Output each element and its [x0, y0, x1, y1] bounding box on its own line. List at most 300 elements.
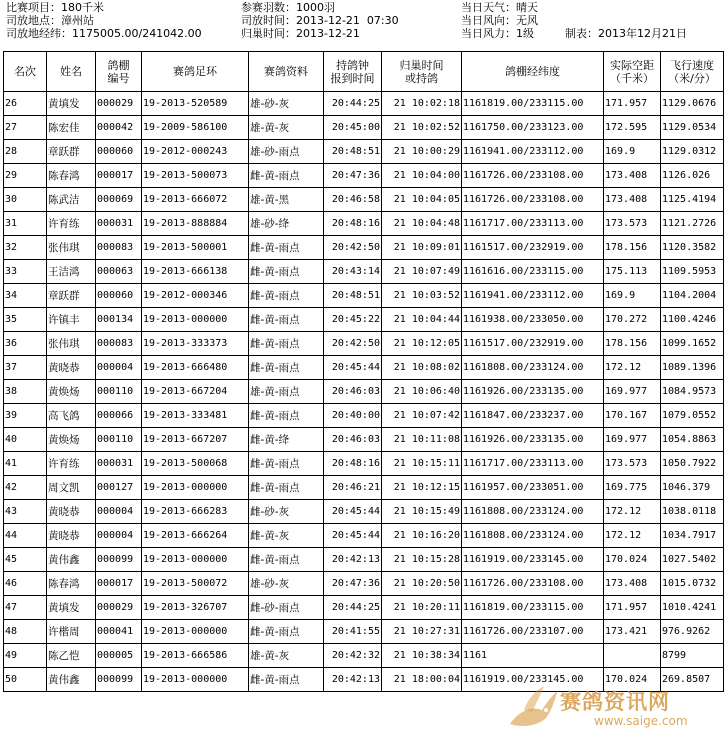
coords-cell: 1161616.00/233115.00 — [462, 260, 604, 284]
clock-time-cell: 20:45:44 — [324, 356, 382, 380]
loft-id-cell: 000004 — [96, 356, 142, 380]
race-header — [0, 0, 726, 44]
table-row — [4, 548, 724, 572]
speed-cell: 1079.0552 — [661, 404, 724, 428]
rank-cell: 48 — [4, 620, 47, 644]
name-cell: 章跃群 — [47, 284, 96, 308]
loft-id-cell: 000031 — [96, 452, 142, 476]
speed-cell: 1054.8863 — [661, 428, 724, 452]
arrival-time-cell: 21 10:12:05 — [382, 332, 462, 356]
rank-cell: 39 — [4, 404, 47, 428]
rank-cell: 30 — [4, 188, 47, 212]
arrival-time-cell: 21 10:04:00 — [382, 164, 462, 188]
wind-direction-line: 当日风向：无风 — [461, 14, 538, 27]
rank-cell: 45 — [4, 548, 47, 572]
info-cell: 雌-黄-雨点 — [249, 164, 324, 188]
loft-id-cell: 000060 — [96, 140, 142, 164]
info-cell: 雌-砂-灰 — [249, 500, 324, 524]
loft-id-cell: 000005 — [96, 644, 142, 668]
name-cell: 黄填发 — [47, 596, 96, 620]
speed-cell: 1129.0534 — [661, 116, 724, 140]
info-cell: 雌-砂-雨点 — [249, 596, 324, 620]
speed-cell: 1089.1396 — [661, 356, 724, 380]
speed-cell: 976.9262 — [661, 620, 724, 644]
clock-time-cell: 20:46:58 — [324, 188, 382, 212]
speed-cell: 1084.9573 — [661, 380, 724, 404]
ring-cell: 19-2013-326707 — [142, 596, 249, 620]
distance-cell: 169.9 — [604, 284, 661, 308]
speed-cell: 1034.7917 — [661, 524, 724, 548]
table-row — [4, 308, 724, 332]
table-row — [4, 524, 724, 548]
loft-id-cell: 000029 — [96, 596, 142, 620]
table-row — [4, 260, 724, 284]
name-cell: 章跃群 — [47, 140, 96, 164]
clock-time-cell: 20:42:13 — [324, 548, 382, 572]
loft-id-cell: 000066 — [96, 404, 142, 428]
column-header: 鸽棚 编号 — [96, 52, 142, 92]
name-cell: 许镇丰 — [47, 308, 96, 332]
clock-time-cell: 20:42:13 — [324, 668, 382, 692]
speed-cell: 1050.7922 — [661, 452, 724, 476]
arrival-time-cell: 21 10:03:52 — [382, 284, 462, 308]
coords-cell: 1161808.00/233124.00 — [462, 500, 604, 524]
clock-time-cell: 20:41:55 — [324, 620, 382, 644]
loft-id-cell: 000031 — [96, 212, 142, 236]
arrival-time-cell: 21 10:07:42 — [382, 404, 462, 428]
ring-cell: 19-2013-333373 — [142, 332, 249, 356]
arrival-time-cell: 21 10:02:18 — [382, 92, 462, 116]
table-row — [4, 164, 724, 188]
loft-id-cell: 000099 — [96, 548, 142, 572]
name-cell: 黄填发 — [47, 92, 96, 116]
loft-id-cell: 000060 — [96, 284, 142, 308]
info-cell: 雌-黄-雨点 — [249, 668, 324, 692]
clock-time-cell: 20:45:00 — [324, 116, 382, 140]
info-cell: 雄-黄-雨点 — [249, 380, 324, 404]
coords-cell: 1161717.00/233113.00 — [462, 452, 604, 476]
name-cell: 许育练 — [47, 452, 96, 476]
speed-cell: 8799 — [661, 644, 724, 668]
clock-time-cell: 20:40:00 — [324, 404, 382, 428]
distance-cell: 170.024 — [604, 668, 661, 692]
clock-time-cell: 20:48:51 — [324, 284, 382, 308]
arrival-time-cell: 21 10:09:01 — [382, 236, 462, 260]
ring-cell: 19-2013-666138 — [142, 260, 249, 284]
rank-cell: 40 — [4, 428, 47, 452]
ring-cell: 19-2012-000243 — [142, 140, 249, 164]
results-table — [3, 51, 724, 692]
rank-cell: 35 — [4, 308, 47, 332]
distance-cell: 170.272 — [604, 308, 661, 332]
clock-time-cell: 20:42:50 — [324, 236, 382, 260]
distance-cell: 178.156 — [604, 236, 661, 260]
info-cell: 雌-黄-雨点 — [249, 476, 324, 500]
speed-cell: 1120.3582 — [661, 236, 724, 260]
rank-cell: 32 — [4, 236, 47, 260]
loft-id-cell: 000063 — [96, 260, 142, 284]
loft-id-cell: 000083 — [96, 332, 142, 356]
column-header: 赛鸽足环 — [142, 52, 249, 92]
arrival-time-cell: 21 10:15:28 — [382, 548, 462, 572]
speed-cell: 1129.0312 — [661, 140, 724, 164]
column-header: 归巢时间 或持鸽 — [382, 52, 462, 92]
arrival-time-cell: 21 10:04:48 — [382, 212, 462, 236]
column-header: 鸽棚经纬度 — [462, 52, 604, 92]
distance-cell: 169.977 — [604, 428, 661, 452]
speed-cell: 1010.4241 — [661, 596, 724, 620]
rank-cell: 44 — [4, 524, 47, 548]
ring-cell: 19-2013-500068 — [142, 452, 249, 476]
table-header-row — [4, 52, 724, 92]
coords-cell: 1161 — [462, 644, 604, 668]
name-cell: 陈春鸿 — [47, 572, 96, 596]
made-date-line: 制表：2013年12月21日 — [565, 27, 687, 40]
loft-id-cell: 000069 — [96, 188, 142, 212]
arrival-time-cell: 21 10:06:40 — [382, 380, 462, 404]
speed-cell: 1046.379 — [661, 476, 724, 500]
table-row — [4, 356, 724, 380]
rank-cell: 26 — [4, 92, 47, 116]
rank-cell: 37 — [4, 356, 47, 380]
name-cell: 许楷周 — [47, 620, 96, 644]
distance-cell: 170.024 — [604, 548, 661, 572]
info-cell: 雌-黄-雨点 — [249, 308, 324, 332]
coords-cell: 1161819.00/233115.00 — [462, 92, 604, 116]
column-header: 名次 — [4, 52, 47, 92]
speed-cell: 1027.5402 — [661, 548, 724, 572]
distance-cell — [604, 644, 661, 668]
rank-cell: 31 — [4, 212, 47, 236]
watermark — [496, 680, 724, 740]
arrival-time-cell: 21 10:02:52 — [382, 116, 462, 140]
release-site-line: 司放地点：漳州站 — [6, 14, 94, 27]
ring-cell: 19-2013-500072 — [142, 572, 249, 596]
table-row — [4, 596, 724, 620]
distance-cell: 173.408 — [604, 572, 661, 596]
loft-id-cell: 000083 — [96, 236, 142, 260]
column-header: 姓名 — [47, 52, 96, 92]
distance-cell: 173.408 — [604, 188, 661, 212]
rank-cell: 36 — [4, 332, 47, 356]
loft-id-cell: 000042 — [96, 116, 142, 140]
table-row — [4, 620, 724, 644]
coords-cell: 1161938.00/233050.00 — [462, 308, 604, 332]
ring-cell: 19-2013-666283 — [142, 500, 249, 524]
distance-cell: 171.957 — [604, 92, 661, 116]
name-cell: 陈武洁 — [47, 188, 96, 212]
coords-cell: 1161847.00/233237.00 — [462, 404, 604, 428]
coords-cell: 1161926.00/233135.00 — [462, 428, 604, 452]
name-cell: 陈宏佳 — [47, 116, 96, 140]
clock-time-cell: 20:46:21 — [324, 476, 382, 500]
arrival-time-cell: 21 10:16:20 — [382, 524, 462, 548]
arrival-time-cell: 21 10:08:02 — [382, 356, 462, 380]
loft-id-cell: 000099 — [96, 668, 142, 692]
clock-time-cell: 20:43:14 — [324, 260, 382, 284]
rank-cell: 49 — [4, 644, 47, 668]
table-row — [4, 332, 724, 356]
clock-time-cell: 20:44:25 — [324, 596, 382, 620]
rank-cell: 50 — [4, 668, 47, 692]
coords-cell: 1161808.00/233124.00 — [462, 356, 604, 380]
arrival-time-cell: 21 10:15:49 — [382, 500, 462, 524]
coords-cell: 1161726.00/233108.00 — [462, 188, 604, 212]
name-cell: 黄晓恭 — [47, 356, 96, 380]
info-cell: 雌-黄-雨点 — [249, 356, 324, 380]
rank-cell: 42 — [4, 476, 47, 500]
info-cell: 雌-黄-雨点 — [249, 404, 324, 428]
speed-cell: 1015.0732 — [661, 572, 724, 596]
loft-id-cell: 000134 — [96, 308, 142, 332]
ring-cell: 19-2013-888884 — [142, 212, 249, 236]
distance-cell: 171.957 — [604, 596, 661, 620]
table-row — [4, 380, 724, 404]
info-cell: 雄-黄-灰 — [249, 116, 324, 140]
info-cell: 雌-黄-雨点 — [249, 284, 324, 308]
info-cell: 雌-黄-雨点 — [249, 236, 324, 260]
weather-line: 当日天气：晴天 — [461, 1, 538, 14]
table-row — [4, 116, 724, 140]
clock-time-cell: 20:44:25 — [324, 92, 382, 116]
clock-time-cell: 20:47:36 — [324, 572, 382, 596]
coords-cell: 1161926.00/233135.00 — [462, 380, 604, 404]
table-row — [4, 428, 724, 452]
rank-cell: 28 — [4, 140, 47, 164]
info-cell: 雄-砂-灰 — [249, 92, 324, 116]
ring-cell: 19-2012-000346 — [142, 284, 249, 308]
column-header: 飞行速度 （米/分） — [661, 52, 724, 92]
distance-cell: 173.408 — [604, 164, 661, 188]
coords-cell: 1161919.00/233145.00 — [462, 548, 604, 572]
name-cell: 黄焕炀 — [47, 428, 96, 452]
table-row — [4, 188, 724, 212]
rank-cell: 33 — [4, 260, 47, 284]
name-cell: 张伟琪 — [47, 236, 96, 260]
info-cell: 雄-砂-绛 — [249, 212, 324, 236]
rank-cell: 41 — [4, 452, 47, 476]
watermark-url: www.saige.com — [594, 714, 688, 728]
distance-cell: 173.573 — [604, 212, 661, 236]
clock-time-cell: 20:42:50 — [324, 332, 382, 356]
arrival-time-cell: 21 10:04:44 — [382, 308, 462, 332]
name-cell: 王洁鸿 — [47, 260, 96, 284]
arrival-time-cell: 21 10:11:08 — [382, 428, 462, 452]
arrival-time-cell: 21 10:38:34 — [382, 644, 462, 668]
name-cell: 陈春鸿 — [47, 164, 96, 188]
return-time-line: 归巢时间：2013-12-21 — [241, 27, 360, 40]
arrival-time-cell: 21 18:00:04 — [382, 668, 462, 692]
wind-force-line: 当日风力：1级 — [461, 27, 534, 40]
speed-cell: 1104.2004 — [661, 284, 724, 308]
ring-cell: 19-2013-333481 — [142, 404, 249, 428]
clock-time-cell: 20:48:16 — [324, 452, 382, 476]
loft-id-cell: 000127 — [96, 476, 142, 500]
ring-cell: 19-2013-666264 — [142, 524, 249, 548]
coords-cell: 1161517.00/232919.00 — [462, 236, 604, 260]
speed-cell: 1100.4246 — [661, 308, 724, 332]
distance-cell: 169.9 — [604, 140, 661, 164]
name-cell: 周文凯 — [47, 476, 96, 500]
clock-time-cell: 20:45:44 — [324, 500, 382, 524]
clock-time-cell: 20:45:44 — [324, 524, 382, 548]
ring-cell: 19-2013-520589 — [142, 92, 249, 116]
loft-id-cell: 000110 — [96, 380, 142, 404]
name-cell: 许育练 — [47, 212, 96, 236]
ring-cell: 19-2013-000000 — [142, 548, 249, 572]
coords-cell: 1161750.00/233123.00 — [462, 116, 604, 140]
table-row — [4, 500, 724, 524]
clock-time-cell: 20:42:32 — [324, 644, 382, 668]
info-cell: 雄-砂-雨点 — [249, 140, 324, 164]
project-line: 比赛项目：180千米 — [6, 1, 104, 14]
table-row — [4, 644, 724, 668]
clock-time-cell: 20:48:16 — [324, 212, 382, 236]
info-cell: 雌-黄-雨点 — [249, 620, 324, 644]
distance-cell: 178.156 — [604, 332, 661, 356]
clock-time-cell: 20:45:22 — [324, 308, 382, 332]
rank-cell: 34 — [4, 284, 47, 308]
ring-cell: 19-2013-000000 — [142, 476, 249, 500]
name-cell: 黄伟鑫 — [47, 548, 96, 572]
speed-cell: 1126.026 — [661, 164, 724, 188]
name-cell: 张伟琪 — [47, 332, 96, 356]
info-cell: 雌-黄-绛 — [249, 428, 324, 452]
loft-id-cell: 000004 — [96, 524, 142, 548]
column-header: 持鸽钟 报到时间 — [324, 52, 382, 92]
info-cell: 雌-黄-雨点 — [249, 260, 324, 284]
coords-cell: 1161717.00/233113.00 — [462, 212, 604, 236]
name-cell: 黄伟鑫 — [47, 668, 96, 692]
clock-time-cell: 20:46:03 — [324, 428, 382, 452]
coords-cell: 1161941.00/233112.00 — [462, 140, 604, 164]
rank-cell: 29 — [4, 164, 47, 188]
coords-cell: 1161726.00/233108.00 — [462, 164, 604, 188]
coords-cell: 1161919.00/233145.00 — [462, 668, 604, 692]
pigeon-logo-icon — [502, 680, 562, 736]
speed-cell: 1099.1652 — [661, 332, 724, 356]
name-cell: 黄晓恭 — [47, 500, 96, 524]
arrival-time-cell: 21 10:20:50 — [382, 572, 462, 596]
clock-time-cell: 20:46:03 — [324, 380, 382, 404]
distance-cell: 170.167 — [604, 404, 661, 428]
clock-time-cell: 20:47:36 — [324, 164, 382, 188]
speed-cell: 1125.4194 — [661, 188, 724, 212]
ring-cell: 19-2013-667207 — [142, 428, 249, 452]
distance-cell: 173.421 — [604, 620, 661, 644]
info-cell: 雌-黄-雨点 — [249, 332, 324, 356]
ring-cell: 19-2013-000000 — [142, 620, 249, 644]
table-row — [4, 212, 724, 236]
distance-cell: 169.775 — [604, 476, 661, 500]
table-row — [4, 476, 724, 500]
ring-cell: 19-2013-667204 — [142, 380, 249, 404]
coords-cell: 1161808.00/233124.00 — [462, 524, 604, 548]
speed-cell: 1129.0676 — [661, 92, 724, 116]
distance-cell: 172.595 — [604, 116, 661, 140]
rank-cell: 27 — [4, 116, 47, 140]
entries-line: 参赛羽数：1000羽 — [241, 1, 335, 14]
column-header: 赛鸽资料 — [249, 52, 324, 92]
speed-cell: 1109.5953 — [661, 260, 724, 284]
ring-cell: 19-2013-000000 — [142, 668, 249, 692]
coords-cell: 1161941.00/233112.00 — [462, 284, 604, 308]
ring-cell: 19-2013-666480 — [142, 356, 249, 380]
table-row — [4, 236, 724, 260]
loft-id-cell: 000017 — [96, 572, 142, 596]
info-cell: 雄-黄-黑 — [249, 188, 324, 212]
speed-cell: 1121.2726 — [661, 212, 724, 236]
rank-cell: 46 — [4, 572, 47, 596]
distance-cell: 169.977 — [604, 380, 661, 404]
ring-cell: 19-2013-500073 — [142, 164, 249, 188]
name-cell: 高飞鸽 — [47, 404, 96, 428]
distance-cell: 172.12 — [604, 524, 661, 548]
table-row — [4, 284, 724, 308]
coords-cell: 1161726.00/233107.00 — [462, 620, 604, 644]
table-row — [4, 452, 724, 476]
column-header: 实际空距 （千米） — [604, 52, 661, 92]
distance-cell: 172.12 — [604, 500, 661, 524]
distance-cell: 172.12 — [604, 356, 661, 380]
table-row — [4, 572, 724, 596]
ring-cell: 19-2013-500001 — [142, 236, 249, 260]
clock-time-cell: 20:48:51 — [324, 140, 382, 164]
coords-cell: 1161726.00/233108.00 — [462, 572, 604, 596]
loft-id-cell: 000041 — [96, 620, 142, 644]
info-cell: 雄-黄-灰 — [249, 644, 324, 668]
distance-cell: 173.573 — [604, 452, 661, 476]
arrival-time-cell: 21 10:20:11 — [382, 596, 462, 620]
arrival-time-cell: 21 10:07:49 — [382, 260, 462, 284]
info-cell: 雌-黄-雨点 — [249, 452, 324, 476]
ring-cell: 19-2013-666072 — [142, 188, 249, 212]
loft-id-cell: 000017 — [96, 164, 142, 188]
speed-cell: 269.8507 — [661, 668, 724, 692]
ring-cell: 19-2013-666586 — [142, 644, 249, 668]
rank-cell: 47 — [4, 596, 47, 620]
coords-cell: 1161819.00/233115.00 — [462, 596, 604, 620]
info-cell: 雄-砂-灰 — [249, 572, 324, 596]
release-time-line: 司放时间：2013-12-21 07:30 — [241, 14, 399, 27]
arrival-time-cell: 21 10:12:15 — [382, 476, 462, 500]
release-coords-line: 司放地经纬：1175005.00/241042.00 — [6, 27, 202, 40]
coords-cell: 1161957.00/233051.00 — [462, 476, 604, 500]
table-row — [4, 404, 724, 428]
name-cell: 黄焕炀 — [47, 380, 96, 404]
rank-cell: 38 — [4, 380, 47, 404]
rank-cell: 43 — [4, 500, 47, 524]
arrival-time-cell: 21 10:27:31 — [382, 620, 462, 644]
arrival-time-cell: 21 10:15:11 — [382, 452, 462, 476]
watermark-text: 赛鸽资讯网 — [560, 690, 670, 714]
table-row — [4, 140, 724, 164]
name-cell: 黄晓恭 — [47, 524, 96, 548]
name-cell: 陈乙恺 — [47, 644, 96, 668]
ring-cell: 19-2013-000000 — [142, 308, 249, 332]
coords-cell: 1161517.00/232919.00 — [462, 332, 604, 356]
distance-cell: 175.113 — [604, 260, 661, 284]
loft-id-cell: 000004 — [96, 500, 142, 524]
ring-cell: 19-2009-586100 — [142, 116, 249, 140]
arrival-time-cell: 21 10:00:29 — [382, 140, 462, 164]
arrival-time-cell: 21 10:04:05 — [382, 188, 462, 212]
table-row — [4, 92, 724, 116]
speed-cell: 1038.0118 — [661, 500, 724, 524]
info-cell: 雌-黄-灰 — [249, 524, 324, 548]
loft-id-cell: 000110 — [96, 428, 142, 452]
loft-id-cell: 000029 — [96, 92, 142, 116]
